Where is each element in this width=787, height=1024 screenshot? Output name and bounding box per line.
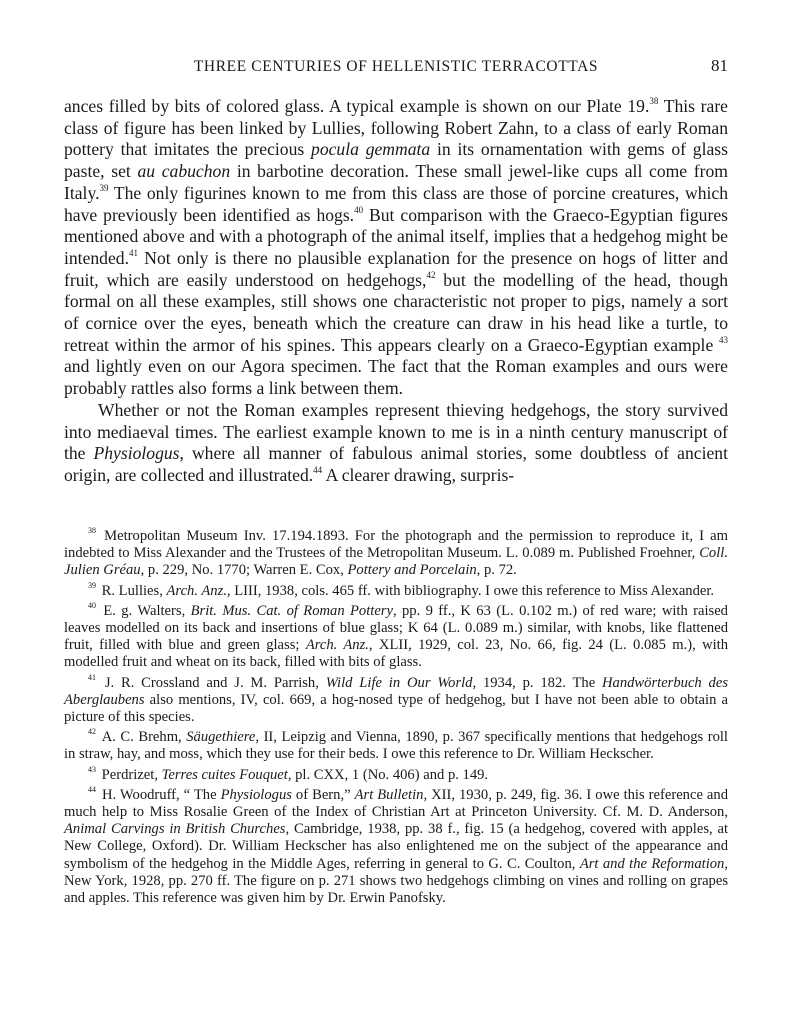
footnote-ref: 38 — [88, 526, 96, 536]
italic-title: Terres cuites Fouquet — [161, 766, 288, 783]
footnote-ref: 41 — [88, 672, 96, 682]
footnote-ref: 40 — [88, 600, 96, 610]
footnote-ref: 39 — [99, 182, 109, 193]
footnote-38: $^{38}$ Metropolitan Museum Inv. 17.194.1893. For the photograph and the permission to reproduce it, I am indebted to Miss Alexander and the Trustees of the Metropolitan Museum. L. 0.089 m. Published Froehner, Coll. Julien Gréau, p. 229, No. 1770; Warren E. Cox, Pottery and Porcelain, p. 72. — [64, 526, 728, 579]
footnote-ref: 40 — [354, 204, 364, 215]
main-text — [64, 96, 728, 487]
footnote-44: $^{44}$ H. Woodruff, “ The Physiologus of Bern,” Art Bulletin, XII, 1930, p. 249, fig. 36. I owe this reference and much help to Miss Rosalie Green of the Index of Christian Art at Princeton University. Cf. M. D. Anderson, Animal Carvings in British Churches, Cambridge, 1938, pp. 38 f., fig. 15 (a hedgehog, covered with apples, at New College, Oxford). Dr. William Heckscher has also enlightened me on the subject of the appearance and symbolism of the hedgehog in the Middle Ages, referring in general to G. C. Coulton, Art and the Reformation, New York, 1928, pp. 270 ff. The figure on p. 271 shows two hedgehogs climbing on vines and rolling on grapes and apples. This reference was given him by Dr. Erwin Panofsky. — [64, 784, 729, 907]
italic-title: Coll. Julien Gréau — [64, 545, 728, 579]
italic-title: Physiologus — [93, 443, 180, 464]
footnote-ref: 42 — [88, 727, 96, 737]
footnote-ref: 42 — [426, 269, 436, 280]
italic-title: Pottery and Porcelain — [347, 562, 477, 579]
footnote-ref: 39 — [88, 580, 96, 590]
italic-title: Säugethiere — [186, 729, 256, 746]
footnotes — [64, 528, 728, 910]
italic-title: Wild Life in Our World — [325, 674, 473, 691]
footnote-43: $^{43}$ Perdrizet, Terres cuites Fouquet, pl. CXX, 1 (No. 406) and p. 149. — [88, 764, 489, 783]
italic-title: Animal Carvings in British Churches — [64, 821, 286, 838]
footnote-ref: 44 — [313, 465, 323, 476]
body-paragraph-2: Whether or not the Roman examples represent thieving hedgehogs, the story survived into mediaeval times. The earliest example known to me is in a ninth century manuscript of the Physiologus, where all manner of fabulous animal stories, some doubtless of ancient origin, are collected and illustrated.$^{44}$ A clearer drawing, surpris- — [64, 399, 728, 485]
footnote-42: $^{42}$ A. C. Brehm, Säugethiere, II, Leipzig and Vienna, 1890, p. 367 specifically mentions that hedgehogs roll in straw, hay, and moss, which they use for their beds. I owe this reference to Dr. William Heckscher. — [64, 727, 728, 763]
italic-title: pocula gemmata — [311, 139, 431, 160]
footnote-ref: 38 — [649, 96, 659, 107]
italic-title: Arch. Anz. — [305, 637, 369, 654]
running-title: THREE CENTURIES OF HELLENISTIC TERRACOTTAS — [193, 58, 599, 75]
footnote-41: $^{41}$ J. R. Crossland and J. M. Parrish, Wild Life in Our World, 1934, p. 182. The Handwörterbuch des Aberglaubens also mentions, IV, col. 669, a hog-nosed type of hedgehog, but I have not been able to obtain a picture of this species. — [64, 672, 728, 726]
footnote-ref: 41 — [128, 248, 138, 259]
body-paragraph-1: ances filled by bits of colored glass. A typical example is shown on our Plate 19.38 This rare class of figure has been linked by Lullies, following Robert Zahn, to a class of early Roman pottery that imitates the precious pocula gemmata in its ornamentation with gems of glass paste, set au cabuchon in barbotine decoration. These small jewel-like cups all come from Italy.$^{39}$ The only figurines known to me from this class are those of porcine creatures, which have previously been identified as hogs.$^{40}$ But comparison with the Graeco-Egyptian figures mentioned above and with a photograph of the animal itself, implies that a hedgehog might be intended.$^{41}$ Not only is there no plausible explanation for the presence on hogs of litter and fruit, which are easily understood on hedgehogs,$^{42}$ but the modelling of the head, though formal on all these examples, still shows one characteristic not proper to pigs, namely a sort of cornice over the eyes, beneath which the creature can draw in his head like a turtle, to retreat within the armor of his spines. This appears clearly on a Graeco-Egyptian example $^{43}$ and lightly even on our Agora specimen. The fact that the Roman examples and ours were probably rattles also forms a link between them. — [64, 96, 728, 399]
footnote-ref: 43 — [88, 764, 96, 774]
footnote-40: $^{40}$ E. g. Walters, Brit. Mus. Cat. of Roman Pottery, pp. 9 ff., K 63 (L. 0.102 m.) of red ware; with raised leaves modelled on its back and insertions of blue glass; K 64 (L. 0.089 m.) similar, with knobs, like flattened fruit, filled with blue and green glass; Arch. Anz., XLII, 1929, col. 23, No. 66, fig. 24 (L. 0.085 m.), with modelled fruit and wheat on its back, filled with bits of glass. — [64, 600, 729, 671]
italic-title: Physiologus — [220, 786, 292, 803]
italic-title: Handwörterbuch des Aberglaubens — [64, 674, 728, 708]
page-number: 81 — [711, 56, 728, 75]
italic-title: Art and the Reformation — [579, 855, 725, 872]
italic-title: Arch. Anz. — [166, 582, 227, 599]
italic-title: au cabuchon — [137, 161, 231, 182]
footnote-ref: 44 — [88, 784, 96, 794]
italic-title: Art Bulletin — [354, 786, 424, 803]
italic-title: Brit. Mus. Cat. of Roman Pottery — [190, 602, 393, 619]
footnote-ref: 43 — [719, 334, 728, 345]
page-header — [64, 58, 728, 82]
footnote-39: $^{39}$ R. Lullies, Arch. Anz., LIII, 1938, cols. 465 ff. with bibliography. I owe this reference to Miss Alexander. — [88, 580, 715, 599]
